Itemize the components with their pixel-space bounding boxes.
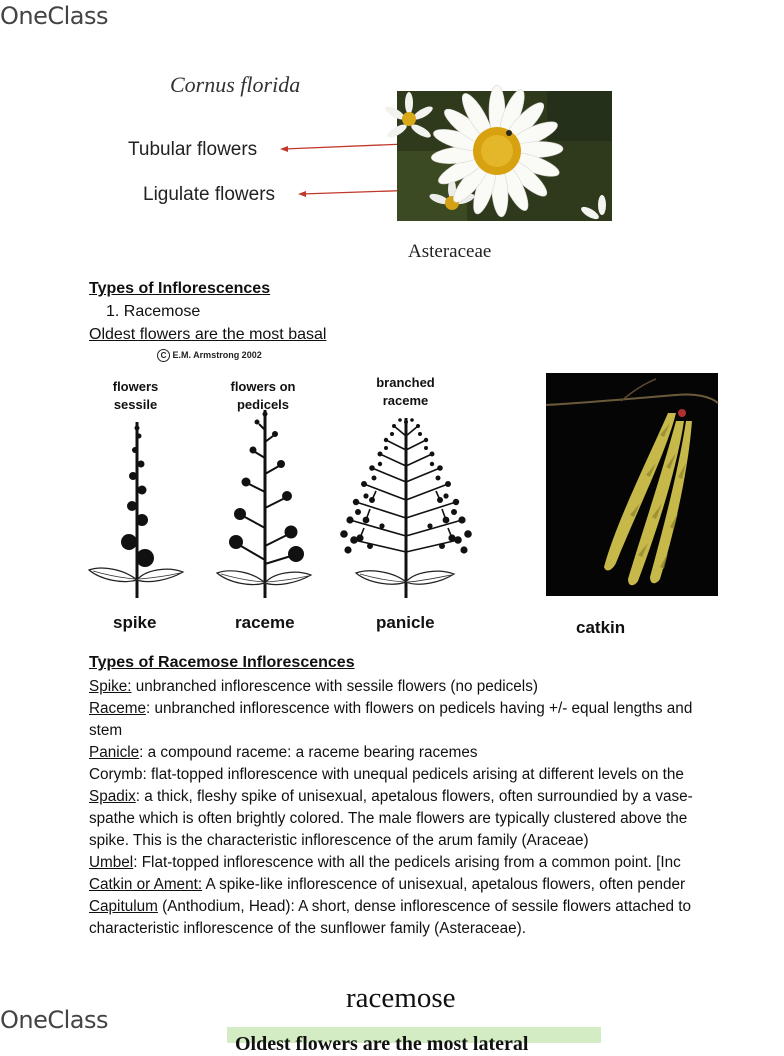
definitions-list — [89, 676, 784, 940]
definition-line: Spike: unbranched inflorescence with sessile flowers (no pedicels) — [89, 678, 538, 695]
definition-line: spathe which is often brightly colored. The male flowers are typically clustered above the — [89, 810, 688, 827]
definition-line: Umbel: Flat-topped inflorescence with all the pedicels arising from a common point. [Inc — [89, 854, 681, 871]
label-branched-raceme: branched raceme — [376, 375, 435, 408]
definition-line: characteristic inflorescence of the sunflower family (Asteraceae). — [89, 920, 526, 937]
definition-line: Corymb: flat-topped inflorescence with unequal pedicels arising at different levels on the — [89, 766, 684, 783]
copyright-icon: C — [157, 349, 170, 362]
definition-line: Capitulum (Anthodium, Head): A short, dense inflorescence of sessile flowers attached to — [89, 898, 692, 915]
label-spike: spike — [113, 613, 157, 632]
definition-line: Spadix: a thick, fleshy spike of unisexual, apetalous flowers, often surroundied by a vase- — [89, 788, 693, 805]
label-raceme: raceme — [235, 613, 295, 632]
green-banner — [227, 1027, 601, 1055]
raceme-diagram — [213, 408, 318, 600]
panicle-diagram — [336, 416, 476, 600]
ligulate-flowers-label: Ligulate flowers — [143, 184, 276, 205]
tubular-flowers-label: Tubular flowers — [128, 139, 258, 160]
oldest-basal-subheading: Oldest flowers are the most basal — [89, 326, 327, 343]
asteraceae-caption: Asteraceae — [408, 241, 492, 262]
oneclass-logo — [0, 2, 108, 30]
logo-text: OneClass — [0, 1006, 109, 1034]
definition-line: Catkin or Ament: A spike-like inflorescence of unisexual, apetalous flowers, often pender — [89, 876, 686, 893]
daisy-photo — [397, 91, 612, 221]
label-flowers-on-pedicels: flowers on pedicels — [230, 379, 296, 412]
logo-text: OneClass — [0, 2, 109, 30]
label-flowers-sessile: flowers sessile — [112, 379, 159, 412]
section-heading-racemose-types: Types of Racemose Inflorescences — [89, 654, 355, 671]
diagram-copyright: C E.M. Armstrong 2002 — [157, 349, 262, 362]
spike-diagram — [85, 420, 190, 600]
definition-line: stem — [89, 722, 123, 739]
label-catkin: catkin — [576, 618, 626, 637]
catkin-photo — [546, 373, 718, 596]
banner-text: Oldest flowers are the most lateral — [235, 1033, 529, 1055]
racemose-title: racemose — [346, 982, 456, 1014]
definition-line: spike. This is the characteristic inflorescence of the arum family (Araceae) — [89, 832, 589, 849]
definition-line: Raceme: unbranched inflorescence with flowers on pedicels having +/- equal lengths and — [89, 700, 693, 717]
list-item-racemose: 1. Racemose — [106, 303, 201, 320]
definition-line: Panicle: a compound raceme: a raceme bearing racemes — [89, 744, 478, 761]
cut-caption: Cornus florida — [170, 72, 301, 97]
section-heading-types: Types of Inflorescences — [89, 280, 271, 297]
oneclass-logo-bottom — [0, 1006, 108, 1034]
label-panicle: panicle — [376, 613, 435, 632]
